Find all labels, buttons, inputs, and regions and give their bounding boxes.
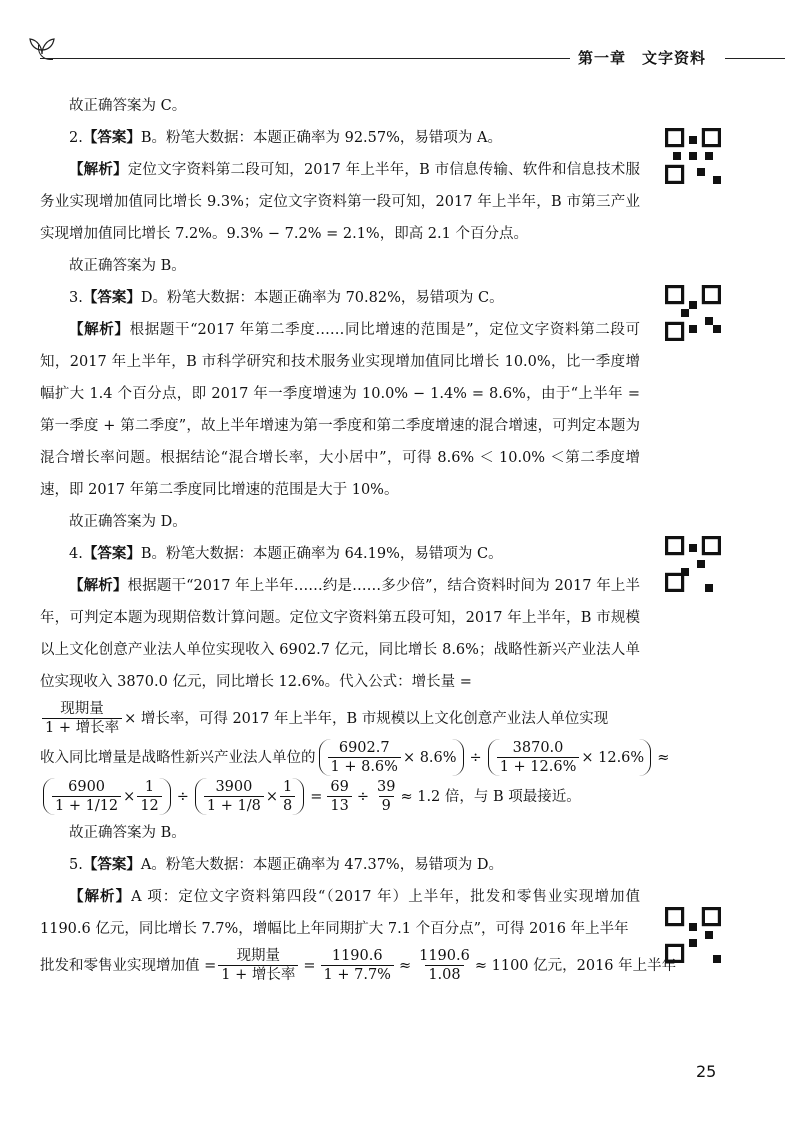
denominator: 1 + 7.7% bbox=[321, 965, 394, 984]
fraction bbox=[416, 947, 473, 984]
qr-code-icon bbox=[665, 285, 721, 341]
numerator: 6902.7 bbox=[338, 740, 390, 756]
analysis-paragraph bbox=[40, 314, 640, 506]
question-answer bbox=[40, 538, 640, 570]
question-number: 2. bbox=[69, 130, 83, 146]
page-content bbox=[40, 90, 677, 986]
question-answer bbox=[40, 122, 640, 154]
fraction bbox=[42, 700, 122, 737]
answer-line: 故正确答案为 C。 bbox=[69, 98, 187, 114]
paren-group: $\frac{6900}{1 + 1/12}$ × $\frac{1}{12}$ bbox=[43, 778, 171, 815]
fraction bbox=[137, 778, 161, 815]
paren-group bbox=[488, 739, 651, 776]
formula-text: × 增长率，可得 2017 年上半年，B 市规模以上文化创意产业法人单位实现 bbox=[124, 710, 609, 727]
denominator: 1 + 8.6% bbox=[328, 757, 401, 776]
analysis-tag: 【解析】 bbox=[69, 321, 130, 338]
denominator: 1 + 增长率 bbox=[42, 718, 122, 737]
answer-text: B。粉笔大数据：本题正确率为 92.57%，易错项为 A。 bbox=[140, 130, 502, 146]
formula-line bbox=[40, 739, 670, 776]
fraction bbox=[280, 778, 295, 815]
denominator: 1 + 增长率 bbox=[218, 965, 298, 984]
formula-text: 批发和零售业实现增加值 = bbox=[40, 957, 217, 974]
numerator: 1 bbox=[283, 779, 293, 795]
qr-code-icon bbox=[665, 536, 721, 592]
formula-text: × 8.6% bbox=[402, 749, 457, 766]
divide-symbol: ÷ bbox=[356, 788, 370, 805]
approx-symbol: ≈ bbox=[657, 749, 670, 766]
qr-code-icon bbox=[665, 128, 721, 184]
fraction bbox=[321, 947, 394, 984]
equals-symbol: = bbox=[310, 788, 323, 805]
fraction bbox=[328, 739, 401, 776]
analysis-paragraph bbox=[40, 570, 640, 698]
formula-line bbox=[40, 778, 640, 815]
analysis-text: 根据题干“2017 年上半年……约是……多少倍”，结合资料时间为 2017 年上半年，可判定本题为现期倍数计算问题。定位文字资料第五段可知，2017 年上半年，B 市规模以上文化创意产业法人单位实现收入 6902.7 亿元，同比增长 8.6%；战略性新兴产业法人单位实现收入 3870.0 亿元，同比增长 12.6%。代入公式：增长量 = bbox=[40, 578, 640, 690]
analysis-tag: 【解析】 bbox=[69, 888, 132, 905]
formula-text: 收入同比增量是战略性新兴产业法人单位的 bbox=[40, 749, 316, 766]
analysis-text: 根据题干“2017 年第二季度……同比增速的范围是”，定位文字资料第二段可知，2017 年上半年，B 市科学研究和技术服务业实现增加值同比增长 10.0%，比一季度增幅扩大 1.4 个百分点，即 2017 年一季度增速为 10.0% − 1.4% = 8.6%，由于“上半年 = 第一季度 + 第二季度”，故上半年增速为第一季度和第二季度增速的混合增速，可判定本题为混合增长率问题。根据结论“混合增长率，大小居中”，可得 8.6% ＜ 10.0% ＜第二季度增速，即 2017 年第二季度同比增速的范围是大于 10%。 bbox=[40, 322, 641, 498]
numerator: 1190.6 bbox=[331, 948, 383, 964]
fraction bbox=[374, 778, 398, 815]
divide-symbol: ÷ bbox=[176, 788, 189, 805]
denominator: 1.08 bbox=[425, 965, 463, 984]
question-number: 5. bbox=[69, 857, 83, 873]
numerator: 1 bbox=[144, 779, 155, 795]
denominator: 9 bbox=[379, 796, 394, 815]
numerator: 1190.6 bbox=[419, 948, 470, 964]
fraction bbox=[52, 778, 121, 815]
divide-symbol: ÷ bbox=[469, 749, 482, 766]
numerator: 6900 bbox=[68, 779, 106, 795]
denominator: 12 bbox=[137, 796, 161, 815]
analysis-paragraph bbox=[40, 881, 640, 945]
formula-line bbox=[40, 700, 640, 737]
answer-text: A。粉笔大数据：本题正确率为 47.37%，易错项为 D。 bbox=[140, 857, 503, 873]
answer-tag: 【答案】 bbox=[82, 545, 141, 562]
formula-text: ≈ 1100 亿元，2016 年上半年 bbox=[474, 957, 677, 974]
answer-line: 故正确答案为 D。 bbox=[69, 514, 187, 530]
analysis-text: 定位文字资料第二段可知，2017 年上半年，B 市信息传输、软件和信息技术服务业实现增加值同比增长 9.3%；定位文字资料第一段可知，2017 年上半年，B 市第三产业实现增加值同比增长 7.2%。9.3% − 7.2% = 2.1%，即高 2.1 个百分点。 bbox=[40, 162, 640, 242]
formula-text: ≈ 1.2 倍，与 B 项最接近。 bbox=[400, 788, 581, 805]
answer-tag: 【答案】 bbox=[82, 856, 141, 873]
numerator: 现期量 bbox=[236, 948, 281, 964]
denominator: 8 bbox=[280, 796, 295, 815]
analysis-tag: 【解析】 bbox=[69, 161, 128, 178]
chapter-title: 第一章 文字资料 bbox=[578, 49, 707, 67]
answer-line: 故正确答案为 B。 bbox=[69, 258, 186, 274]
question-number: 4. bbox=[69, 546, 83, 562]
fraction bbox=[218, 947, 298, 984]
paren-group: $\frac{3900}{1 + 1/8}$ × $\frac{1}{8}$ bbox=[195, 778, 304, 815]
numerator: 现期量 bbox=[60, 701, 104, 717]
answer-tag: 【答案】 bbox=[82, 289, 141, 306]
answer-text: D。粉笔大数据：本题正确率为 70.82%，易错项为 C。 bbox=[140, 290, 504, 306]
paren-group bbox=[319, 739, 464, 776]
fraction bbox=[204, 778, 264, 815]
numerator: 3900 bbox=[215, 779, 253, 795]
question-answer bbox=[40, 849, 640, 881]
question-number: 3. bbox=[69, 290, 83, 306]
denominator: 13 bbox=[327, 796, 351, 815]
page-header bbox=[0, 34, 800, 74]
formula-text: × 12.6% bbox=[581, 749, 645, 766]
formula-line: 批发和零售业实现增加值 = $\frac{\text{现期量}}{\text{1 + 增长率}}$ = $\frac{1190.6}{1 + 7.7\%}$ ≈ $\frac{1190.6}{1.08}$ ≈ 1100 亿元，2016 年上半年 bbox=[40, 948, 677, 983]
question-answer bbox=[40, 282, 640, 314]
answer-line: 故正确答案为 B。 bbox=[69, 825, 186, 841]
fraction bbox=[497, 739, 580, 776]
page-number: 25 bbox=[696, 1062, 717, 1081]
numerator: 69 bbox=[330, 779, 349, 795]
numerator: 39 bbox=[377, 779, 396, 795]
numerator: 3870.0 bbox=[512, 740, 564, 756]
denominator: 1 + 1/8 bbox=[204, 796, 264, 815]
fraction bbox=[327, 778, 351, 815]
denominator: 1 + 1/12 bbox=[52, 796, 121, 815]
analysis-paragraph bbox=[40, 154, 640, 250]
analysis-text: A 项：定位文字资料第四段“（2017 年）上半年，批发和零售业实现增加值 1190.6 亿元，同比增长 7.7%，增幅比上年同期扩大 7.1 个百分点”，可得 2016 年上半年 bbox=[40, 889, 640, 937]
analysis-tag: 【解析】 bbox=[69, 577, 128, 594]
denominator: 1 + 12.6% bbox=[497, 757, 580, 776]
header-rule-right bbox=[725, 58, 785, 59]
header-rule-left bbox=[40, 58, 570, 59]
answer-tag: 【答案】 bbox=[82, 129, 141, 146]
answer-text: B。粉笔大数据：本题正确率为 64.19%，易错项为 C。 bbox=[140, 546, 503, 562]
